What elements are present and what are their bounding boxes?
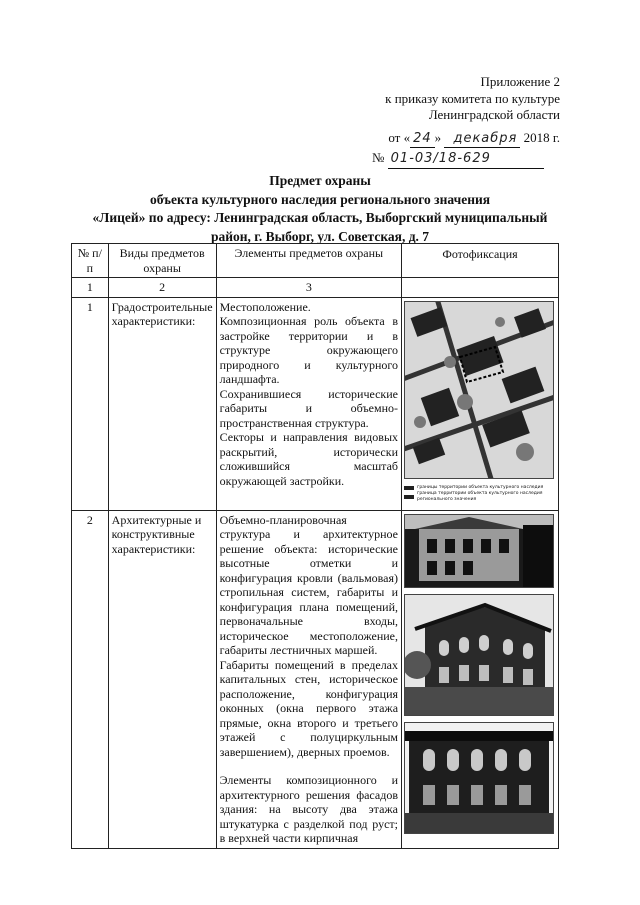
table-row: 1 Градостроительные характеристики: Местоположение. Композиционная роль объекта в застройке территории и в структуре окружающего природного и культурного ландшафта. Сохранившиеся исторические габариты и объемно-пространственная структура. Секторы и направления видовых раскрытий, исторически сложившийся масштаб окружающей застройки. границы территории объекта культурного наследия граница территории объекта культурного наследия регионального значения: [72, 297, 559, 510]
map-legend: границы территории объекта культурного наследия граница территории объекта культурного наследия регионального значения: [404, 485, 556, 503]
order-reference: к приказу комитета по культуре: [385, 90, 560, 106]
facade-photo-3: [404, 722, 554, 834]
aerial-map-image: [404, 301, 554, 479]
facade-photo-2: [404, 594, 554, 716]
document-title: Предмет охраны объекта культурного наследия регионального значения «Лицей» по адресу: Ленинградская область, Выборгский муниципальный район, г. Выборг, ул. Советская, д. 7: [92, 173, 548, 244]
order-date: от « 24 » декабря 2018 г.: [360, 130, 560, 149]
appendix-header: [360, 74, 560, 169]
table-header-row: [72, 244, 559, 278]
protection-subject-table: [71, 243, 559, 849]
col-header-photo: Фотофиксация: [402, 244, 559, 278]
col-header-types: Виды предметов охраны: [108, 244, 216, 278]
facade-photo-1: [404, 514, 554, 588]
table-index-row: 1 2 3: [72, 278, 559, 298]
region-name: Ленинградской области: [428, 107, 560, 122]
table-row: 2 Архитектурные и конструктивные характеристики: Объемно-планировочная структура и архитектурное решение объекта: исторические высотные отметки и конфигурация кровли (вальмовая) стропильная систем, габариты и конфигурация плана помещений, первоначальные входы, историческое местоположение, габариты лестничных маршей. Габариты помещений в пределах капитальных стен, историческое расположение, конфигурация оконных (окна первого этажа прямые, окна второго и третьего этажей с полуциркульным завершением), дверных проемов. Элементы композиционного и архитектурного решения фасадов здания: на высоту два этажа штукатурка с разделкой под руст; в верхней части кирпичная: [72, 510, 559, 848]
order-number: № 01-03/18-629: [372, 150, 560, 169]
col-header-elements: Элементы предметов охраны: [216, 244, 401, 278]
appendix-label: Приложение 2: [480, 74, 560, 89]
handwritten-number: 01-03/18-629: [388, 151, 544, 169]
col-header-number: № п/п: [72, 244, 109, 278]
handwritten-day: 24: [410, 131, 435, 149]
handwritten-month: декабря: [444, 131, 520, 149]
